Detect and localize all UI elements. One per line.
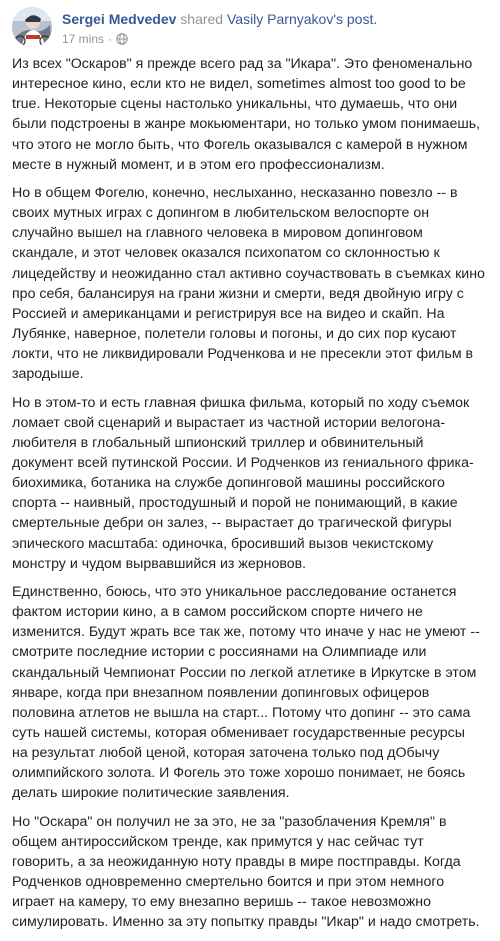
post-header bbox=[12, 7, 492, 51]
post-paragraph-2: Но в общем Фогелю, конечно, неслыханно, несказанно повезло -- в своих мутных играх с допингом в любительском велоспорте он случайно вышел на главного человека в мировом допинговом скандале, и этот человек оказался психопатом со склонностью к лицедейству и неожиданно стал активно соучаствовать в съемках кино про себя, балансируя на грани жизни и смерти, ведя двойную игру с Россией и американцами и регистрируя все на видео и скайп. На Лубянке, наверное, полетели головы и погоны, и до сих пор кусают локти, что не ликвидировали Родченкова и не пресекли этот фильм в зародыше. bbox=[12, 184, 485, 383]
post-meta bbox=[62, 31, 492, 47]
avatar[interactable] bbox=[12, 7, 52, 47]
meta-separator: · bbox=[108, 32, 113, 46]
post-paragraph-1: Из всех "Оскаров" я прежде всего рад за "Икара". Это феноменально интересное кино, если кто не видел, sometimes almost too good to be true. Некоторые сцены настолько уникальны, что думаешь, что они были подстроены в жанре мокьюментари, но только умом понимаешь, что этого не могло быть, что Фогель оказывался с камерой в нужном месте в нужный момент, и в этом его профессионализм. bbox=[12, 56, 481, 173]
globe-icon[interactable] bbox=[116, 33, 128, 45]
header-text bbox=[62, 10, 492, 47]
post-paragraph-3: Но в этом-то и есть главная фишка фильма, который по ходу съемок ломает свой сценарий и вырастает из частной истории велогона- любителя в глобальный шпионский триллер и обвинительный документ всей путинской России. И Родченков из гениального фрика- биохимика, ботаника на службе допинговой машины российского спорта -- наивный, простодушный и порой не понимающий, в какие смертельные дебри он залез, -- вырастает до трагической фигуры эпического масштаба: одиночка, бросивший вызов чекистскому монстру и чудом вырвавшийся из жерновов. bbox=[12, 394, 474, 572]
post-body bbox=[12, 54, 490, 941]
shared-source-link[interactable]: Vasily Parnyakov's post. bbox=[226, 11, 378, 27]
post-paragraph-4: Единственно, боюсь, что это уникальное расследование останется фактом истории кино, а в самом российском спорте ничего не изменится. Будут жрать все так же, потому что иначе у нас не умеют -- смотрите последние истории с россиянами на Олимпиаде или скандальный Чемпионат России по легкой атлетике в Иркутске в этом январе, когда при внезапном появлении допинговых офицеров половина атлетов не вышла на старт... Потому что допинг -- это сама суть нашей системы, которая обменивает государственные ресурсы на результат любой ценой, которая заточена только под дОбычу олимпийского золота. И Фогель это тоже хорошо понимает, не боясь делать широкие политические заявления. bbox=[12, 583, 480, 802]
avatar-image bbox=[12, 7, 52, 47]
timestamp-link[interactable]: 17 mins bbox=[62, 32, 105, 46]
author-name-link[interactable]: Sergei Medvedev bbox=[62, 11, 177, 27]
post-paragraph-5: Но "Оскара" он получил не за это, не за "разоблачения Кремля" в общем антироссийском тренде, как примутся у нас сейчас тут говорить, а за неожиданную ноту правды в мире постправды. Когда Родченков одновременно смертельно боится и при этом немного играет на камеру, то ему внезапно веришь -- такое невозможно симулировать. Именно за эту попытку правды "Икар" и надо смотреть. bbox=[12, 813, 480, 931]
header-title-line bbox=[62, 10, 492, 28]
shared-label: shared bbox=[180, 11, 224, 27]
